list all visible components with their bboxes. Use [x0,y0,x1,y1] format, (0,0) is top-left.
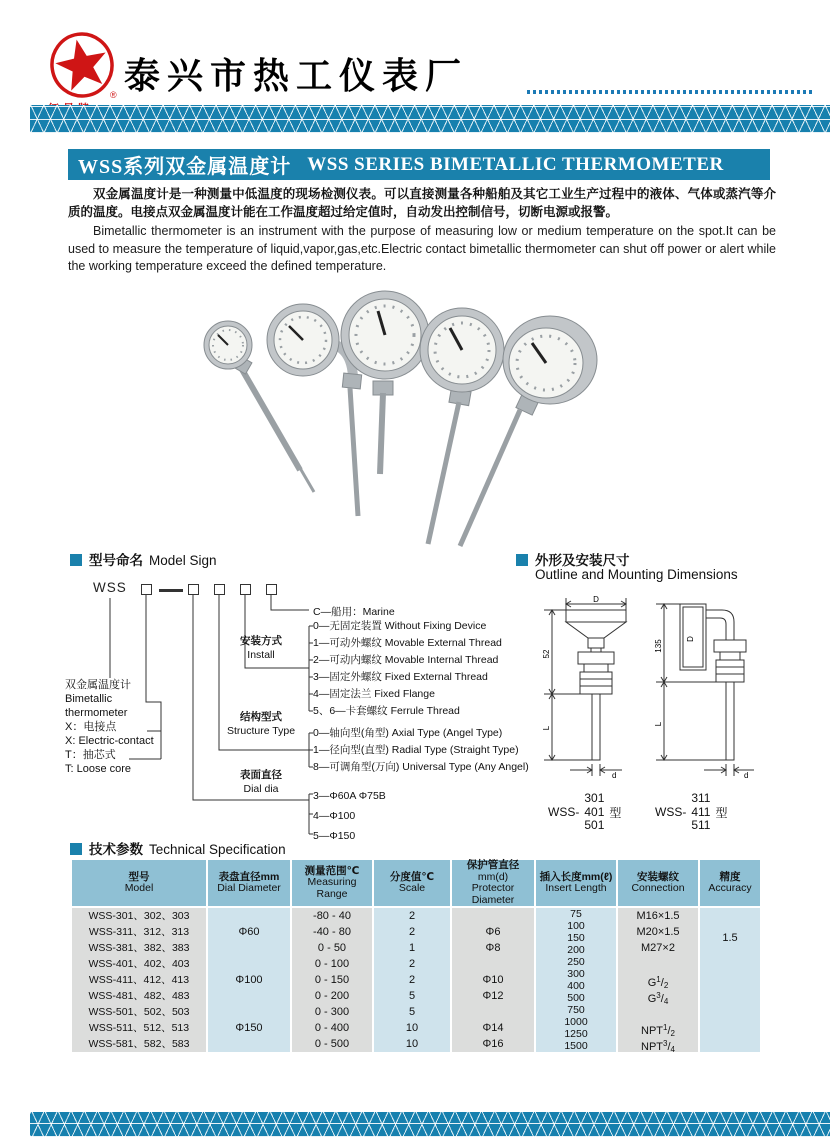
cell-value: Φ100 [235,974,263,986]
series-title-bar [68,149,770,180]
list-item: 301 [584,791,605,805]
cell-value: Φ12 [482,990,504,1002]
cell-value: $NPT^1/_2$ [641,1023,675,1038]
header-line: 表盘直径mm [218,870,280,883]
header-cell [700,860,760,906]
cell-value: 0 - 200 [314,990,350,1002]
col-insert [536,908,616,1052]
cell-value: 0 - 150 [314,974,350,986]
dim-lower-label: L [542,725,551,731]
model-sign-heading-en: Model Sign [149,553,217,568]
cell-value: WSS-401、402、403 [88,958,190,970]
cell-value: 10 [405,1038,419,1050]
dial-dia-label [215,768,307,796]
model-sign-heading-zh: 型号命名 [89,553,143,568]
header-cell [72,860,206,906]
product-photo [140,278,700,548]
model-code-box-1 [141,584,152,595]
header-line: Measuring [307,876,357,889]
install-label [215,634,307,662]
caption-prefix: WSS- [548,805,580,820]
cell-value: 10 [405,1022,419,1034]
header-line: 型号 [128,870,150,883]
cell-value: Φ150 [235,1022,263,1034]
list-item: 501 [584,818,605,832]
caption-straight [548,792,621,833]
cell-value: 150 [567,932,585,944]
list-item: 1—可动外螺纹 Movable External Thread [313,637,502,649]
cell-value: Φ8 [485,942,501,954]
cell-value: Φ60 [238,926,260,938]
col-dial [208,908,290,1052]
list-item: 411 [691,804,711,819]
caption-right-models [691,792,710,833]
cell-value: 2 [408,974,416,986]
cell-value: WSS-311、312、313 [88,926,190,938]
cell-value: 1500 [564,1040,588,1052]
cell-value: 200 [567,944,585,956]
header-line: Connection [631,882,685,894]
header-line: Protector [471,882,515,894]
cell-value: WSS-411、412、413 [88,974,190,986]
header-line: 精度 [719,870,741,883]
spec-heading-en: Technical Specification [149,842,286,857]
spec-heading-zh: 技术参数 [89,842,143,857]
header-cell [374,860,450,906]
list-item: 4—Φ100 [313,810,356,822]
series-title-zh: WSS系列双金属温度计 [78,156,292,178]
outline-heading-en: Outline and Mounting Dimensions [535,567,738,582]
cell-value: 2 [408,910,416,922]
header-line: 分度值℃ [389,870,435,883]
header-line: 保护管直径 [466,859,520,871]
cell-value: WSS-381、382、383 [88,942,190,954]
cell-value: 1250 [564,1028,588,1040]
header-line: Range [316,887,348,900]
company-name: 泰兴市热工仪表厂 [124,55,469,96]
cell-value: $G^3/_4$ [647,991,669,1006]
red-star-logo [44,32,122,102]
list-item: 0—无固定装置 Without Fixing Device [313,620,487,632]
cell-value: 2 [408,926,416,938]
list-item: 1—径向型(直型) Radial Type (Straight Type) [313,744,519,756]
header-line: Dial Diameter [217,882,281,894]
section-bullet-icon [70,843,82,855]
cell-value: 1000 [564,1016,588,1028]
cell-value: Φ10 [482,974,504,986]
cell-value: 5 [408,990,416,1002]
col-range [292,908,372,1052]
list-item: 3—固定外螺纹 Fixed External Thread [313,671,488,683]
header-line: 安装螺纹 [637,870,679,883]
cell-value: WSS-511、512、513 [88,1022,190,1034]
cell-value: 0 - 50 [317,942,347,954]
cell-value: WSS-581、582、583 [88,1038,190,1050]
cell-value: 300 [567,968,585,980]
cell-value [618,1004,698,1020]
caption-left-models [584,792,604,833]
header-cell [452,860,534,906]
intro-paragraph-zh: 双金属温度计是一种测量中低温度的现场检测仪表。可以直接测量各种船舶及其它工业生产过程中的液体、气体或蒸汽等介质的温度。电接点双金属温度计能在工作温度超过给定值时，自动发出控制信号，切断电源或报警。 [68,187,776,219]
cell-value: $G^1/_2$ [647,975,669,990]
list-item: 5—Φ150 [313,830,356,842]
cell-value: WSS-481、482、483 [88,990,190,1002]
structure-label [215,710,307,738]
cell-value: 75 [570,908,582,920]
spec-table-body [72,908,760,1052]
cell-value: 5 [408,1006,416,1018]
cell-value: 250 [567,956,585,968]
caption-suffix: 型 [715,805,728,820]
header-line: 测量范围℃ [304,864,360,877]
spec-heading [70,838,286,858]
col-model [72,908,206,1052]
cell-value: -40 - 80 [313,926,351,938]
header-line: 插入长度mm(ℓ) [539,870,613,883]
caption-angle [655,792,728,833]
list-item: 3—Φ60A Φ75B [313,790,386,802]
cell-value: 2 [408,958,416,970]
header-line: mm(d) [477,870,509,883]
model-code-box-3 [214,584,225,595]
cell-value: Φ14 [482,1022,504,1034]
cell-value: 100 [567,920,585,932]
cell-value: Φ6 [485,926,501,938]
list-item: 2—可动内螺纹 Movable Internal Thread [313,654,499,666]
cell-value: 0 - 300 [314,1006,350,1018]
list-item: 511 [691,818,711,832]
cell-value: 0 - 100 [314,958,350,970]
install-label-zh: 安装方式 [240,635,282,647]
header-line: Model [124,882,154,894]
structure-label-zh: 结构型式 [240,711,282,723]
caption-prefix: WSS- [655,805,687,820]
cell-value [452,956,534,972]
list-item: 0—轴向型(角型) Axial Type (Angel Type) [313,727,503,739]
list-item: 8—可调角型(万向) Universal Type (Any Angel) [313,761,529,773]
cell-value: Φ16 [482,1038,504,1050]
cell-value: 400 [567,980,585,992]
cell-value: M27×2 [641,942,675,954]
dim-dia-label: d [612,771,617,780]
list-item: 双金属温度计 [65,679,131,691]
cell-value: $NPT^3/_4$ [641,1039,675,1054]
dial-items [313,786,386,846]
model-code-box-4 [240,584,251,595]
cell-value: -80 - 40 [313,910,351,922]
model-code-dash [159,589,183,592]
marine-item: C—船用：Marine [313,606,395,618]
intro-paragraph-en: Bimetallic thermometer is an instrument with the purpose of measuring low or medium temperature on the spot.It can be used to measure the temperature of liquid,vapor,gas,etc.Electric contact bimetallic thermometer can shut off power or alert while the working temperature exceed the defined temperature. [68,224,776,273]
list-item: 401 [584,804,605,819]
outline-heading [516,549,630,569]
install-items [313,618,502,720]
cell-value: M20×1.5 [636,926,680,938]
header-cell [208,860,290,906]
cell-value [452,1004,534,1020]
series-title-en: WSS SERIES BIMETALLIC THERMOMETER [307,153,724,175]
model-prefix: WSS [93,580,127,595]
header-cell [618,860,698,906]
model-code-box-5 [266,584,277,595]
header-line: Insert Length [545,882,607,894]
dim-dia-label: d [744,771,749,780]
outline-drawing-straight [538,594,648,786]
dial-dia-label-en: Dial dia [243,783,279,795]
outline-drawing-angle [650,594,760,786]
cell-value [618,956,698,972]
dial-dia-label-zh: 表面直径 [240,769,282,781]
section-bullet-icon [70,554,82,566]
list-item: 311 [691,791,711,805]
caption-suffix: 型 [609,805,622,820]
cell-value [452,908,534,924]
list-item: 5、6—卡套螺纹 Ferrule Thread [313,705,460,717]
thermometer-type-labels [65,678,154,776]
model-sign-heading [70,549,217,569]
list-item: thermometer [65,707,128,719]
list-item: X：电接点 [65,721,117,733]
col-protector [452,908,534,1052]
cell-value: 1 [408,942,416,954]
header-cell [536,860,616,906]
registered-mark: ® [110,90,117,100]
header-band [30,105,830,133]
footer-band [30,1112,830,1137]
dim-width-label: D [686,636,695,642]
col-connection [618,908,698,1052]
structure-items [313,725,529,776]
list-item: 4—固定法兰 Fixed Flange [313,688,435,700]
col-scale [374,908,450,1052]
cell-value: WSS-301、302、303 [88,910,190,922]
header-line: Diameter [471,893,515,906]
header-line: Scale [398,882,426,894]
spec-table [72,860,760,1052]
dim-lower-label: L [654,721,663,727]
structure-label-en: Structure Type [226,725,296,737]
col-accuracy [700,908,760,1052]
cell-value: 500 [567,992,585,1004]
header-line: Accuracy [708,882,752,894]
section-bullet-icon [516,554,528,566]
outline-heading-zh: 外形及安装尺寸 [535,553,630,568]
list-item: T: Loose core [65,763,132,775]
install-label-en: Install [247,649,275,661]
dim-upper-label: 135 [654,639,663,653]
list-item: T：抽芯式 [65,749,116,761]
cell-value: 750 [567,1004,585,1016]
header-cell [292,860,372,906]
cell-value: 0 - 500 [314,1038,350,1050]
list-item: X: Electric-contact [65,735,154,747]
cell-value: 0 - 400 [314,1022,350,1034]
dim-upper-label: 52 [542,649,551,659]
cell-value: M16×1.5 [636,910,680,922]
spec-table-header [72,860,760,906]
cell-value: 1.5 [722,932,738,944]
list-item: Bimetallic [65,693,113,705]
dim-width-label: D [593,595,599,604]
model-code-box-2 [188,584,199,595]
dotted-line [527,90,812,94]
cell-value: WSS-501、502、503 [88,1006,190,1018]
model-sign-diagram [65,578,529,858]
